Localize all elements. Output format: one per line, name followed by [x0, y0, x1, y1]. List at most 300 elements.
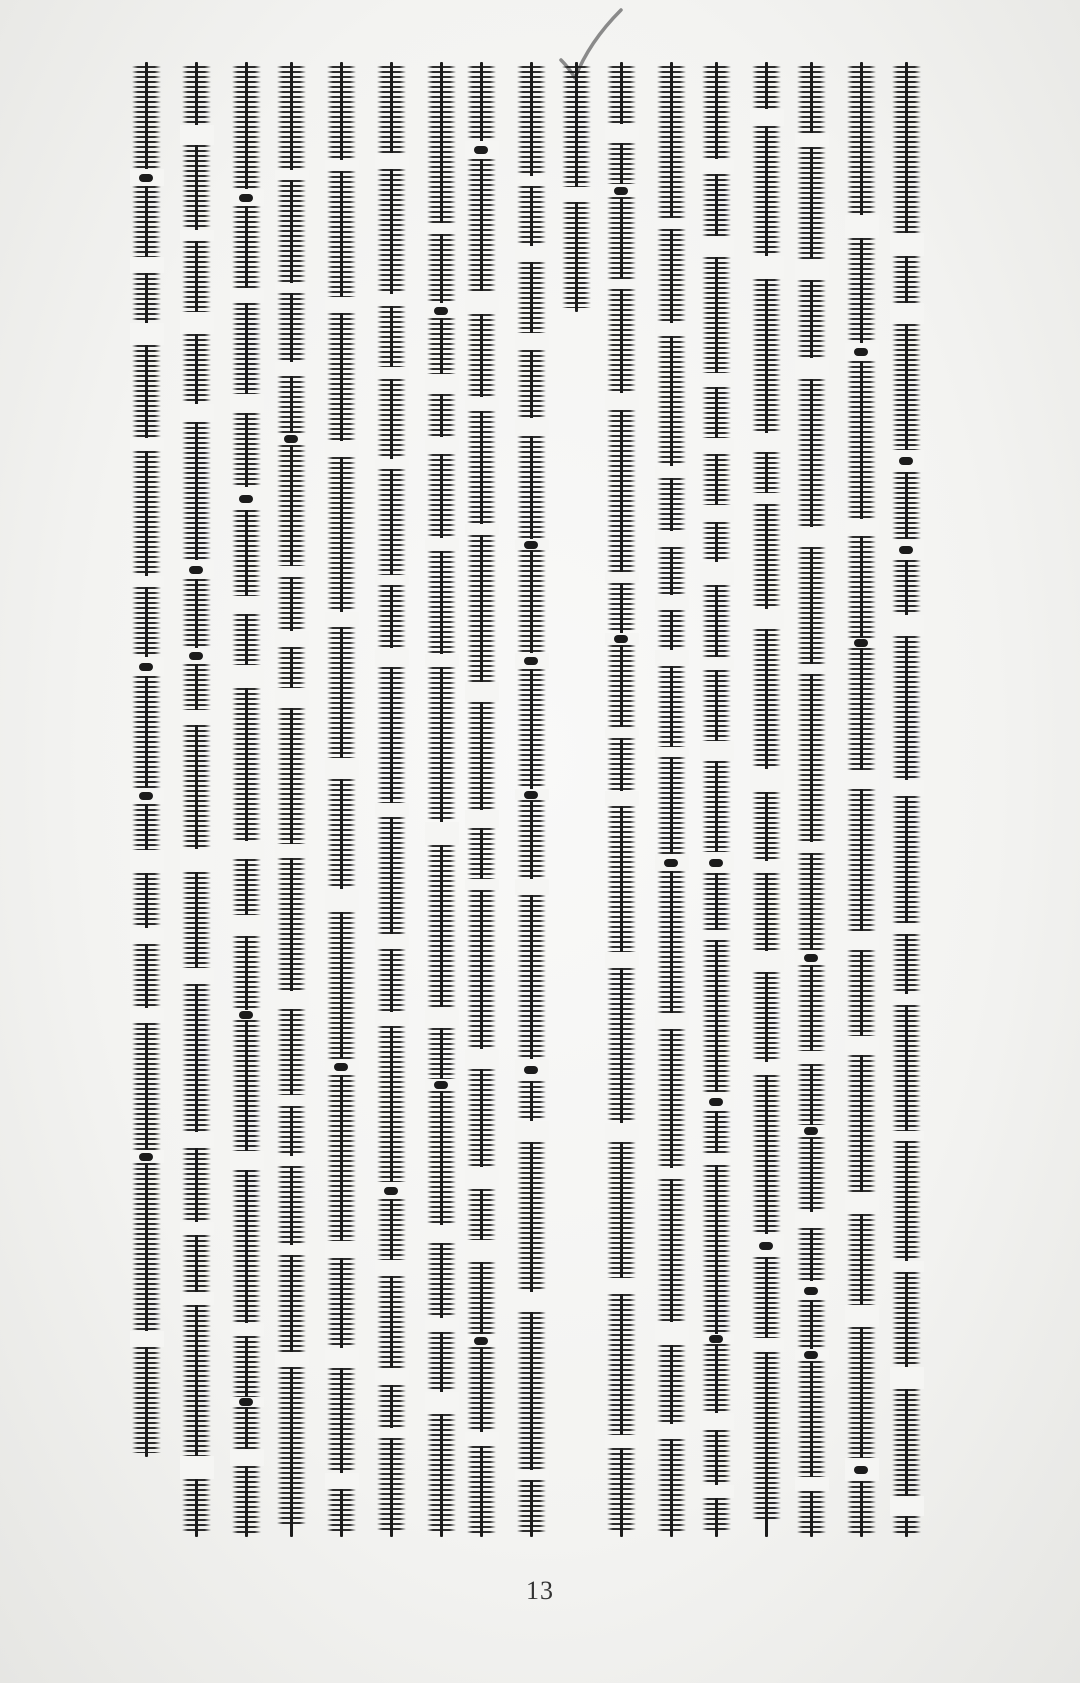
word-gap: [275, 844, 309, 858]
word-gap: [700, 236, 734, 257]
word-gap: [700, 373, 734, 387]
script-word: [517, 669, 546, 789]
word-gap: [130, 1331, 164, 1347]
text-column: [795, 62, 829, 1537]
word-gap: [750, 769, 784, 792]
script-word: [702, 454, 731, 505]
script-word: [427, 1414, 456, 1533]
script-word: [892, 66, 921, 233]
script-word: [517, 186, 546, 246]
word-gap: [375, 153, 409, 169]
word-gap: [425, 822, 459, 845]
script-word: [607, 1448, 636, 1533]
script-word: [277, 1106, 306, 1156]
script-word: [467, 1446, 496, 1533]
script-word: [427, 1028, 456, 1079]
word-gap: [230, 596, 264, 614]
word-gap: [465, 879, 499, 890]
script-word: [892, 1141, 921, 1261]
script-word: [702, 1430, 731, 1485]
text-column: [845, 62, 879, 1537]
word-gap: [515, 333, 549, 350]
script-word: [797, 66, 826, 133]
script-word: [182, 664, 211, 710]
text-column: [750, 62, 784, 1537]
word-gap: [890, 615, 924, 636]
punctuation-mark: [384, 1187, 398, 1195]
script-word: [277, 1367, 306, 1524]
word-gap: [425, 1392, 459, 1414]
script-word: [377, 817, 406, 934]
punctuation-mark: [804, 954, 818, 962]
text-column: [890, 62, 924, 1537]
script-word: [377, 1276, 406, 1368]
word-gap: [890, 994, 924, 1005]
word-gap: [655, 1013, 689, 1029]
punctuation-mark: [434, 1081, 448, 1089]
word-gap: [275, 991, 309, 1009]
word-gap: [605, 791, 639, 806]
script-word: [467, 411, 496, 524]
word-gap: [465, 1049, 499, 1069]
script-word: [517, 262, 546, 333]
word-gap: [605, 727, 639, 738]
word-gap: [845, 1036, 879, 1055]
word-gap: [425, 374, 459, 394]
script-word: [657, 478, 686, 531]
word-gap: [655, 466, 689, 478]
word-gap: [750, 493, 784, 504]
script-word: [132, 186, 161, 257]
script-word: [892, 934, 921, 994]
script-word: [752, 1352, 781, 1519]
word-gap: [655, 531, 689, 547]
script-word: [132, 451, 161, 576]
text-column: [465, 62, 499, 1537]
word-gap: [230, 915, 264, 936]
word-gap: [750, 433, 784, 452]
script-word: [702, 1498, 731, 1533]
script-word: [277, 577, 306, 631]
script-word: [467, 159, 496, 291]
word-gap: [130, 257, 164, 273]
word-gap: [845, 1192, 879, 1214]
script-word: [182, 984, 211, 1132]
word-gap: [275, 1156, 309, 1166]
script-word: [277, 1009, 306, 1095]
script-word: [467, 1069, 496, 1167]
script-word: [377, 1026, 406, 1182]
script-word: [327, 313, 356, 441]
script-word: [797, 965, 826, 1051]
script-word: [517, 1142, 546, 1292]
script-word: [377, 1438, 406, 1533]
word-gap: [230, 1151, 264, 1170]
word-gap: [795, 1477, 829, 1491]
script-word: [182, 1479, 211, 1533]
word-gap: [180, 1222, 214, 1235]
word-gap: [375, 1428, 409, 1438]
script-word: [517, 895, 546, 1059]
script-word: [427, 667, 456, 822]
script-word: [132, 273, 161, 323]
punctuation-mark: [804, 1127, 818, 1135]
word-gap: [180, 1292, 214, 1305]
word-gap: [795, 1051, 829, 1064]
script-word: [327, 1258, 356, 1348]
word-gap: [375, 575, 409, 585]
script-word: [702, 1111, 731, 1153]
script-word: [847, 1055, 876, 1192]
script-word: [132, 676, 161, 788]
word-gap: [560, 187, 594, 202]
word-gap: [180, 230, 214, 241]
word-gap: [325, 1241, 359, 1258]
script-word: [607, 410, 636, 572]
word-gap: [180, 312, 214, 334]
word-gap: [795, 259, 829, 280]
script-word: [562, 66, 591, 187]
script-word: [377, 1199, 406, 1260]
word-gap: [375, 648, 409, 667]
script-word: [657, 610, 686, 650]
script-word: [607, 197, 636, 279]
word-gap: [845, 215, 879, 238]
script-word: [182, 145, 211, 230]
word-gap: [750, 861, 784, 873]
word-gap: [325, 758, 359, 779]
script-word: [377, 949, 406, 1012]
script-word: [657, 871, 686, 1013]
word-gap: [180, 1456, 214, 1479]
script-word: [702, 257, 731, 373]
script-word: [182, 725, 211, 849]
script-word: [892, 796, 921, 923]
page-number: 13: [526, 1576, 554, 1605]
script-word: [277, 858, 306, 991]
script-word: [752, 1075, 781, 1234]
word-gap: [750, 256, 784, 279]
script-word: [467, 535, 496, 682]
punctuation-mark: [239, 1398, 253, 1406]
punctuation-mark: [899, 457, 913, 465]
word-gap: [700, 657, 734, 670]
punctuation-mark: [239, 495, 253, 503]
word-gap: [795, 358, 829, 379]
script-word: [467, 890, 496, 1049]
script-word: [892, 1516, 921, 1533]
word-gap: [890, 1367, 924, 1389]
punctuation-mark: [899, 546, 913, 554]
word-gap: [375, 1260, 409, 1276]
script-word: [182, 579, 211, 648]
script-word: [427, 234, 456, 303]
script-word: [467, 314, 496, 397]
script-word: [377, 667, 406, 803]
script-word: [377, 169, 406, 294]
word-gap: [890, 1496, 924, 1516]
text-column: [515, 62, 549, 1537]
word-gap: [750, 1062, 784, 1075]
script-word: [657, 66, 686, 218]
word-gap: [750, 951, 784, 972]
punctuation-mark: [854, 639, 868, 647]
punctuation-mark: [664, 859, 678, 867]
script-word: [232, 859, 261, 915]
script-word: [377, 306, 406, 367]
word-gap: [700, 741, 734, 761]
script-word: [607, 738, 636, 791]
script-word: [232, 206, 261, 288]
script-word: [797, 674, 826, 842]
script-word: [657, 1345, 686, 1424]
word-gap: [425, 437, 459, 454]
script-word: [467, 1189, 496, 1240]
script-word: [847, 1327, 876, 1458]
script-word: [327, 171, 356, 297]
script-word: [517, 1312, 546, 1470]
word-gap: [605, 279, 639, 289]
script-word: [327, 1368, 356, 1473]
word-gap: [325, 889, 359, 912]
word-gap: [275, 688, 309, 708]
script-word: [797, 1491, 826, 1533]
word-gap: [325, 441, 359, 457]
script-word: [467, 1347, 496, 1432]
word-gap: [605, 1435, 639, 1448]
script-word: [427, 66, 456, 223]
word-gap: [605, 1123, 639, 1142]
punctuation-mark: [139, 174, 153, 182]
punctuation-mark: [239, 194, 253, 202]
punctuation-mark: [284, 435, 298, 443]
word-gap: [605, 952, 639, 968]
word-gap: [230, 394, 264, 413]
punctuation-mark: [709, 859, 723, 867]
punctuation-mark: [804, 1287, 818, 1295]
script-word: [847, 648, 876, 770]
script-word: [702, 761, 731, 852]
script-word: [892, 1272, 921, 1367]
script-word: [427, 454, 456, 538]
punctuation-mark: [189, 652, 203, 660]
word-gap: [375, 294, 409, 306]
word-gap: [180, 710, 214, 725]
punctuation-mark: [524, 1066, 538, 1074]
script-word: [847, 361, 876, 519]
word-gap: [605, 572, 639, 583]
word-gap: [325, 612, 359, 627]
word-gap: [325, 160, 359, 171]
script-word: [847, 950, 876, 1036]
punctuation-mark: [239, 1011, 253, 1019]
word-gap: [700, 562, 734, 585]
script-word: [277, 1166, 306, 1245]
script-word: [182, 422, 211, 560]
word-gap: [375, 459, 409, 469]
script-word: [657, 1029, 686, 1168]
word-gap: [795, 1212, 829, 1228]
script-word: [277, 66, 306, 170]
word-gap: [515, 1470, 549, 1480]
script-word: [132, 587, 161, 657]
word-gap: [130, 323, 164, 345]
script-word: [607, 968, 636, 1123]
script-word: [232, 688, 261, 841]
word-gap: [890, 233, 924, 256]
script-word: [657, 757, 686, 854]
script-word: [232, 1466, 261, 1533]
script-word: [427, 1332, 456, 1392]
punctuation-mark: [709, 1098, 723, 1106]
word-gap: [425, 1318, 459, 1332]
word-gap: [515, 176, 549, 186]
script-word: [327, 1489, 356, 1533]
word-gap: [700, 930, 734, 940]
script-word: [702, 66, 731, 159]
word-gap: [130, 1008, 164, 1023]
script-word: [752, 972, 781, 1062]
word-gap: [275, 566, 309, 577]
text-column: [275, 62, 309, 1537]
word-gap: [795, 527, 829, 547]
text-column: [425, 62, 459, 1537]
word-gap: [700, 1413, 734, 1430]
script-word: [752, 126, 781, 256]
word-gap: [655, 323, 689, 336]
script-word: [702, 940, 731, 1092]
punctuation-mark: [139, 1153, 153, 1161]
punctuation-mark: [524, 541, 538, 549]
script-word: [892, 636, 921, 780]
script-word: [232, 413, 261, 487]
word-gap: [375, 803, 409, 817]
script-word: [277, 1255, 306, 1352]
text-column: [560, 62, 594, 1537]
script-word: [232, 66, 261, 189]
script-word: [702, 670, 731, 741]
script-word: [657, 1179, 686, 1322]
script-word: [797, 379, 826, 527]
punctuation-mark: [524, 657, 538, 665]
script-word: [607, 66, 636, 124]
script-word: [847, 66, 876, 215]
script-word: [132, 1023, 161, 1150]
word-gap: [890, 1131, 924, 1141]
punctuation-mark: [474, 1337, 488, 1345]
word-gap: [890, 1261, 924, 1272]
punctuation-mark: [189, 566, 203, 574]
word-gap: [890, 923, 924, 934]
script-word: [657, 547, 686, 595]
script-word: [327, 779, 356, 889]
word-gap: [230, 288, 264, 303]
script-word: [427, 318, 456, 374]
script-word: [517, 436, 546, 539]
word-gap: [425, 654, 459, 667]
script-word: [182, 1235, 211, 1292]
text-column: [130, 62, 164, 1537]
word-gap: [750, 609, 784, 629]
punctuation-mark: [759, 1242, 773, 1250]
script-word: [232, 614, 261, 665]
script-word: [702, 387, 731, 438]
word-gap: [465, 291, 499, 314]
script-word: [132, 66, 161, 169]
script-word: [467, 66, 496, 141]
word-gap: [515, 879, 549, 895]
script-word: [517, 550, 546, 653]
script-word: [892, 560, 921, 615]
script-word: [607, 1142, 636, 1278]
word-gap: [700, 1485, 734, 1498]
script-word: [657, 229, 686, 323]
word-gap: [700, 159, 734, 174]
punctuation-mark: [334, 1063, 348, 1071]
script-word: [892, 1389, 921, 1496]
script-word: [797, 1064, 826, 1125]
word-gap: [375, 934, 409, 949]
word-gap: [750, 109, 784, 126]
script-word: [847, 238, 876, 343]
word-gap: [375, 1012, 409, 1026]
script-word: [277, 293, 306, 362]
word-gap: [845, 519, 879, 536]
word-gap: [425, 538, 459, 551]
word-gap: [465, 524, 499, 535]
word-gap: [275, 283, 309, 293]
word-gap: [465, 1167, 499, 1189]
script-word: [377, 379, 406, 459]
punctuation-mark: [524, 791, 538, 799]
script-word: [182, 1148, 211, 1222]
script-word: [182, 872, 211, 968]
word-gap: [275, 1352, 309, 1367]
script-word: [427, 845, 456, 1007]
script-word: [702, 1344, 731, 1413]
text-column: [605, 62, 639, 1537]
word-gap: [180, 125, 214, 145]
script-word: [377, 585, 406, 648]
word-gap: [180, 968, 214, 984]
script-word: [132, 345, 161, 438]
word-gap: [700, 438, 734, 454]
word-gap: [890, 303, 924, 324]
script-word: [892, 256, 921, 303]
script-word: [232, 510, 261, 596]
word-gap: [180, 849, 214, 872]
word-gap: [845, 770, 879, 789]
word-gap: [700, 1153, 734, 1165]
script-word: [277, 445, 306, 566]
script-word: [327, 627, 356, 758]
script-word: [797, 1300, 826, 1349]
text-column: [375, 62, 409, 1537]
word-gap: [655, 1168, 689, 1179]
punctuation-mark: [854, 348, 868, 356]
word-gap: [655, 650, 689, 666]
word-gap: [795, 842, 829, 853]
word-gap: [465, 810, 499, 828]
script-word: [467, 1262, 496, 1334]
script-word: [797, 1361, 826, 1477]
word-gap: [655, 747, 689, 757]
script-word: [182, 66, 211, 125]
word-gap: [890, 780, 924, 796]
script-word: [847, 536, 876, 638]
script-word: [702, 873, 731, 930]
word-gap: [700, 505, 734, 522]
